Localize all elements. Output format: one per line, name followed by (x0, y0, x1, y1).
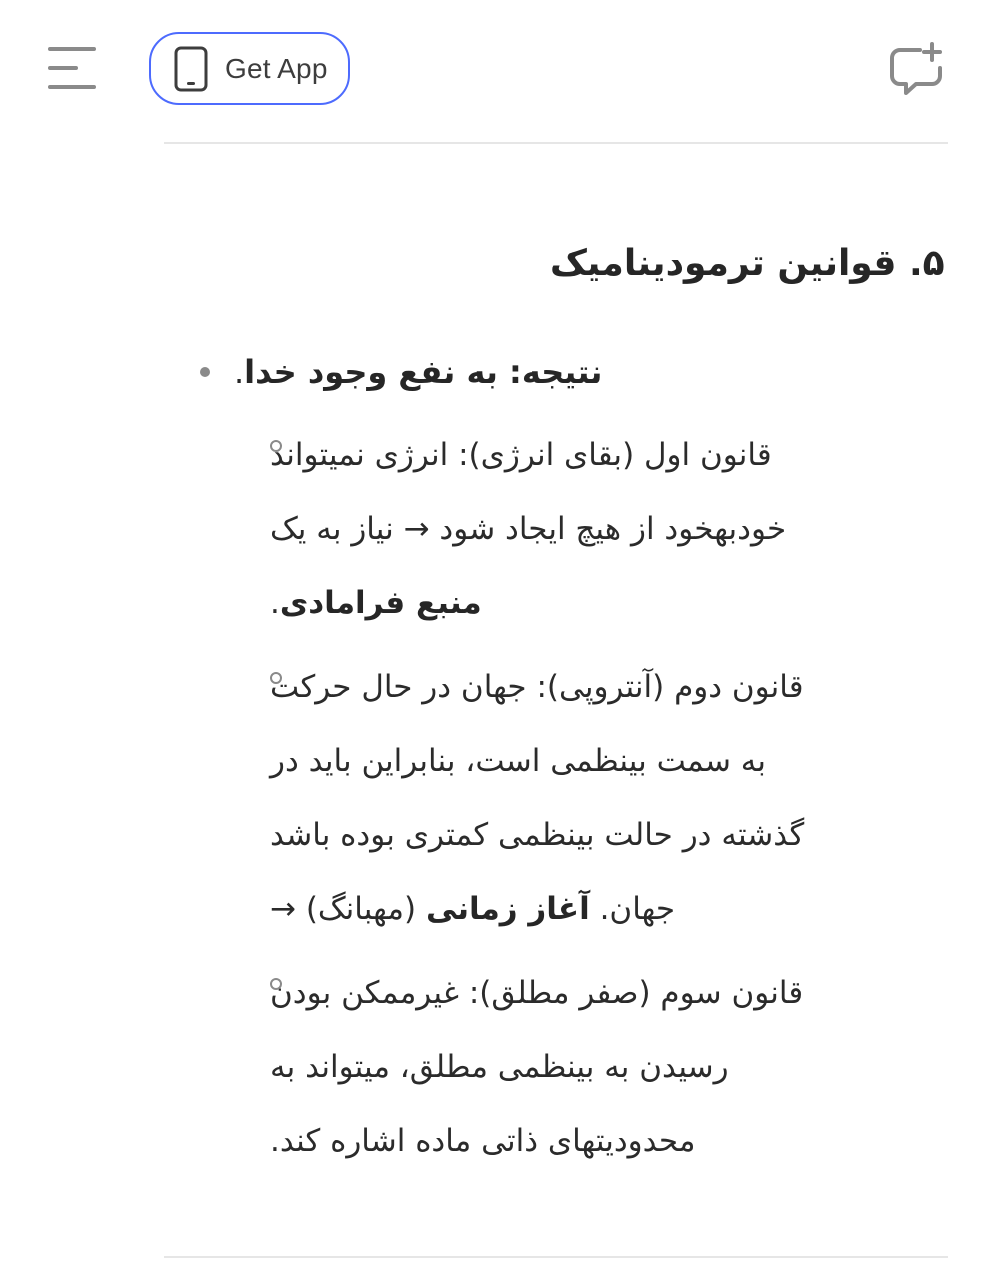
get-app-label: Get App (225, 52, 328, 84)
footer-divider (164, 1256, 948, 1258)
law-line: قانون سوم (صفر مطلق): غیرممکن بودن (270, 975, 804, 1011)
menu-icon (46, 44, 98, 92)
law-bold-term: آغاز زمانی (425, 891, 590, 927)
bullet-item (200, 340, 620, 404)
section-heading: ۵. قوانین ترمودینامیک (550, 243, 945, 284)
sub-bullet-circle (270, 440, 282, 452)
new-chat-button[interactable] (886, 40, 948, 100)
menu-button[interactable] (46, 44, 98, 92)
bullet-dot (200, 367, 210, 377)
get-app-button[interactable] (149, 32, 350, 105)
law-bold-term: منبع فرامادی (279, 585, 482, 621)
sub-bullet-circle (270, 978, 282, 990)
law-item-second: قانون دوم (آنتروپی): جهان در حال حرکت به سمت بینظمی است، بنابراین باید در گذشته در حالت بینظمی کمتری بوده باشد جهان. آغاز زمانی (مهبانگ) → (270, 650, 910, 946)
law-line: به سمت بینظمی است، بنابراین باید در (270, 743, 767, 779)
law-line: رسیدن به بینظمی مطلق، میتواند به (270, 1049, 729, 1085)
message-content (160, 228, 950, 1159)
law-line: قانون دوم (آنتروپی): جهان در حال حرکت (270, 669, 804, 705)
header-divider (164, 142, 948, 144)
bullet-trailing: . (234, 353, 245, 391)
law-item-first: قانون اول (بقای انرژی): انرژی نمیتواند خودبهخود از هیچ ایجاد شود → نیاز به یک منبع فرامادی. (270, 418, 910, 640)
sub-bullet-circle (270, 672, 282, 684)
law-line: گذشته در حالت بینظمی کمتری بوده باشد (270, 817, 805, 853)
law-line: قانون اول (بقای انرژی): انرژی نمیتواند (270, 437, 772, 473)
phone-icon (173, 46, 209, 92)
new-chat-icon (886, 40, 948, 100)
law-item-third (270, 956, 910, 1178)
law-line: خودبهخود از هیچ ایجاد شود → نیاز به یک (270, 511, 787, 547)
law-line: محدودیتهای ذاتی ماده اشاره کند. (270, 1123, 696, 1159)
bullet-label: نتیجه: به نفع وجود خدا (244, 353, 603, 391)
